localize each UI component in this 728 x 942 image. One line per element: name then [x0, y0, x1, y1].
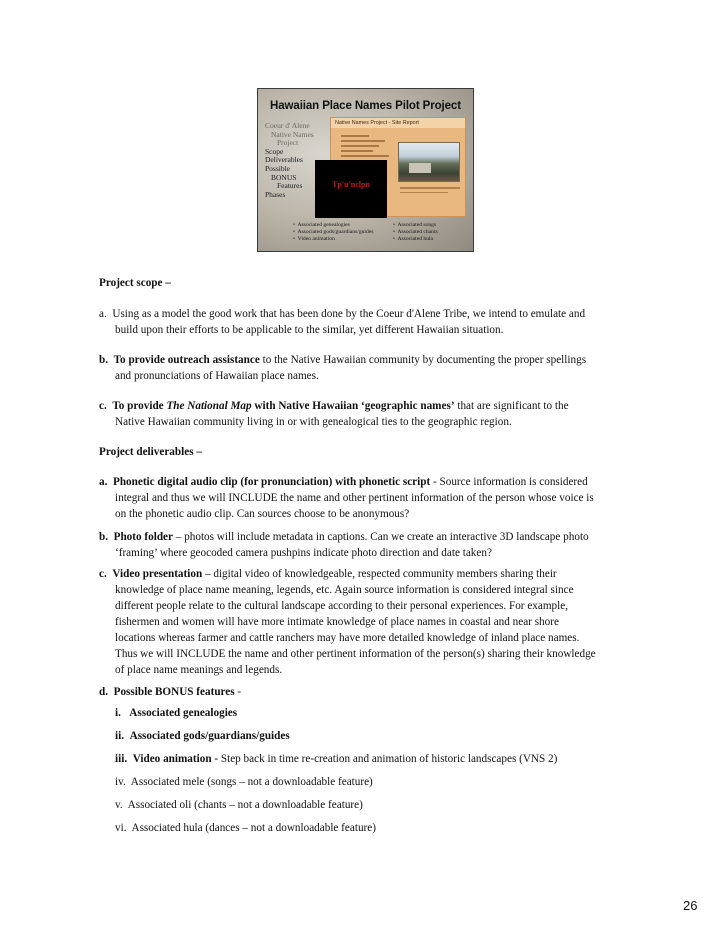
- slide-menu-item: Features: [277, 181, 303, 191]
- slide-bullet: • Associated songs: [393, 222, 437, 228]
- slide-menu-item: Coeur d' Alene: [265, 121, 310, 130]
- slide-thumbnail: [257, 88, 474, 252]
- slide-bullet: • Video animation: [293, 236, 335, 243]
- bonus-item: i. Associated genealogies: [115, 707, 238, 719]
- slide-menu-item: Phases: [265, 189, 286, 199]
- slide-bullet: • Associated gods/guardians/guides: [293, 229, 374, 236]
- slide-bullets-right: [393, 222, 438, 244]
- slide-menu: [265, 122, 314, 199]
- site-report-header: Native Names Project - Site Report: [331, 118, 465, 128]
- deliverable-c-line6: Thus we will INCLUDE the name and other pertinent information of the person(s) sharing their knowledge: [115, 648, 596, 660]
- slide-menu-item: Possible: [265, 163, 291, 173]
- scope-item-a-line2: build upon their efforts to be applicable to the similar, yet different Hawaiian situation.: [115, 324, 504, 336]
- deliverable-a-line2: integral and thus we will INCLUDE the name and other pertinent information of the person whose voice is: [115, 492, 594, 504]
- deliverable-b-line2: ‘framing’ where geocoded camera pushpins indicate photo direction and date taken?: [115, 547, 492, 559]
- slide-title: Hawaiian Place Names Pilot Project: [270, 100, 461, 112]
- deliverable-c: c. Video presentation – digital video of knowledgeable, respected community members sharing their: [99, 568, 557, 580]
- slide-menu-item: Project: [277, 138, 299, 148]
- slide-menu-item: Deliverables: [265, 155, 303, 165]
- deliverable-c-line3: different people relate to the cultural landscape according to their personal experiences. For example,: [115, 600, 569, 612]
- page-number: 26: [683, 898, 698, 913]
- deliverable-d: d. Possible BONUS features -: [99, 686, 242, 698]
- scope-item-b-line2: and pronunciations of Hawaiian place names.: [115, 370, 319, 382]
- slide-bullet: • Associated hula: [393, 236, 434, 243]
- scope-item-c: c. To provide The National Map with Native Hawaiian ‘geographic names’ that are significant to the: [99, 400, 569, 412]
- scope-item-a: a. Using as a model the good work that has been done by the Coeur d'Alene Tribe, we intend to emulate and: [99, 308, 586, 320]
- bonus-item: iv. Associated mele (songs – not a downloadable feature): [115, 776, 373, 788]
- bonus-item: v. Associated oli (chants – not a downloadable feature): [115, 799, 363, 811]
- deliverable-c-line4: fishermen and women will have more intimate knowledge of place names in coastal and near shore: [115, 616, 559, 628]
- slide-bullet: • Associated genealogies: [293, 222, 350, 228]
- landscape-photo: [398, 142, 460, 182]
- deliverable-c-line7: of place name meanings and legends.: [115, 664, 283, 676]
- deliverable-a-line3: on the phonetic audio clip. Can sources choose to be anonymous?: [115, 508, 410, 520]
- deliverable-a: a. Phonetic digital audio clip (for pronunciation) with phonetic script - Source information is considered: [99, 476, 588, 488]
- scope-item-b: b. To provide outreach assistance to the Native Hawaiian community by documenting the proper spellings: [99, 354, 587, 366]
- deliverable-c-line2: knowledge of place name meaning, legends, etc. Again source information is considered integral since: [115, 584, 574, 596]
- deliverables-heading: Project deliverables –: [99, 446, 202, 458]
- slide-bullet: • Associated chants: [393, 229, 438, 236]
- slide-menu-item: Native Names: [271, 129, 314, 139]
- site-report-text: [341, 132, 389, 162]
- scope-heading: Project scope –: [99, 277, 171, 289]
- bonus-item: vi. Associated hula (dances – not a downloadable feature): [115, 822, 376, 834]
- slide-video-overlay: [315, 160, 387, 218]
- slide-menu-item: Scope: [265, 146, 284, 156]
- scope-item-c-line2: Native Hawaiian community living in or with genealogical ties to the geographic region.: [115, 416, 512, 428]
- bonus-item: ii. Associated gods/guardians/guides: [115, 730, 290, 742]
- slide-bullets-left: [293, 222, 373, 244]
- photo-caption: [400, 184, 460, 193]
- slide-menu-item: BONUS: [271, 172, 297, 182]
- bonus-item: iii. Video animation - Step back in time re-creation and animation of historic landscapes (VNS 2): [115, 753, 558, 765]
- deliverable-c-line5: locations whereas farmer and cattle ranchers may have more detailed knowledge of inland place names.: [115, 632, 580, 644]
- deliverable-b: b. Photo folder – photos will include metadata in captions. Can we create an interactive 3D landscape photo: [99, 531, 589, 543]
- overlay-text: Tp'u'nclpn: [332, 180, 370, 189]
